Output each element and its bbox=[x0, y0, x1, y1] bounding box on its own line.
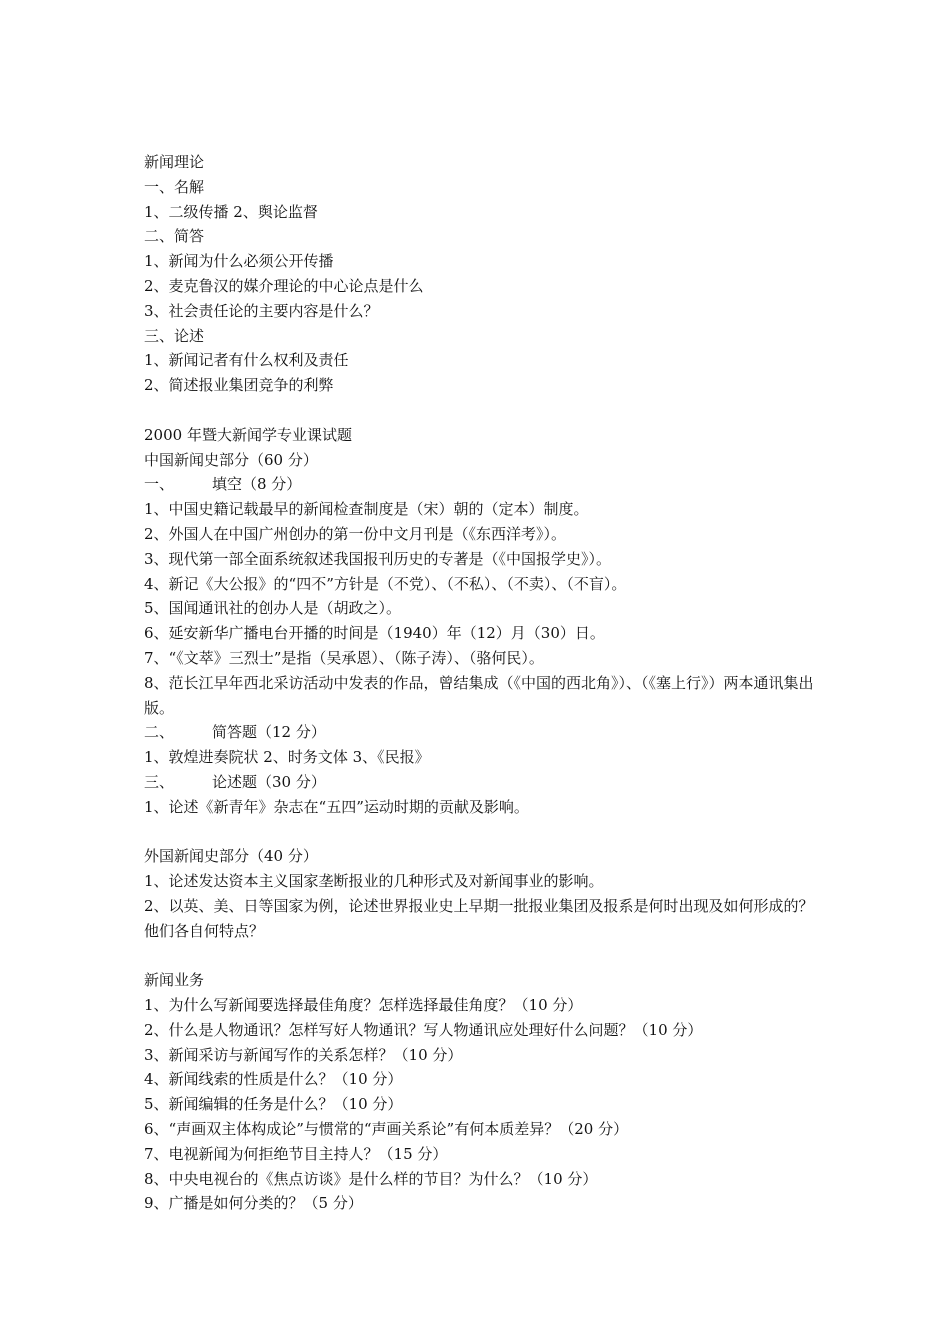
text-line: 二、简答 bbox=[144, 227, 205, 246]
text-line: 6、“声画双主体构成论”与惯常的“声画关系论”有何本质差异？（20 分） bbox=[144, 1120, 629, 1139]
blank-line bbox=[144, 820, 814, 845]
text-line: 1、新闻记者有什么权利及责任 bbox=[144, 351, 349, 370]
blank-line bbox=[144, 944, 814, 969]
section-theory bbox=[144, 150, 814, 398]
text-line: 4、新记《大公报》的“四不”方针是（不党）、（不私）、（不卖）、（不盲）。 bbox=[144, 574, 627, 593]
text-line: 1、敦煌进奏院状 2、时务文体 3、《民报》 bbox=[144, 748, 430, 767]
text-line: 3、社会责任论的主要内容是什么？ bbox=[144, 301, 379, 320]
section-heading: 新闻理论 bbox=[144, 153, 205, 171]
subsection-title: 论述题（30 分） bbox=[212, 772, 326, 791]
subsection-number: 一、 bbox=[144, 475, 175, 494]
subsection-number: 三、 bbox=[144, 772, 175, 791]
subsection-title: 填空（8 分） bbox=[212, 475, 302, 494]
text-line: 8、中央电视台的《焦点访谈》是什么样的节目？为什么？（10 分） bbox=[144, 1169, 598, 1188]
section-foreign-history bbox=[144, 844, 814, 943]
text-line: 1、新闻为什么必须公开传播 bbox=[144, 252, 334, 271]
text-line: 5、国闻通讯社的创办人是（胡政之）。 bbox=[144, 599, 402, 618]
text-line: 2、简述报业集团竞争的利弊 bbox=[144, 376, 334, 395]
text-line: 2、麦克鲁汉的媒介理论的中心论点是什么 bbox=[144, 276, 424, 295]
text-line: 一、名解 bbox=[144, 177, 205, 196]
text-paragraph: 8、范长江早年西北采访活动中发表的作品，曾结集成（《中国的西北角》）、（《塞上行》）两本通讯集出版。 bbox=[144, 673, 814, 717]
text-line: 9、广播是如何分类的？（5 分） bbox=[144, 1194, 363, 1213]
text-line: 1、二级传播 2、舆论监督 bbox=[144, 202, 318, 221]
subsection-number: 二、 bbox=[144, 723, 175, 742]
subsection-heading bbox=[144, 720, 814, 745]
section-heading: 2000 年暨大新闻学专业课试题 bbox=[144, 425, 352, 444]
subsection-heading bbox=[144, 472, 814, 497]
text-line: 1、中国史籍记载最早的新闻检查制度是（宋）朝的（定本）制度。 bbox=[144, 500, 589, 519]
text-line: 1、为什么写新闻要选择最佳角度？怎样选择最佳角度？（10 分） bbox=[144, 996, 583, 1015]
text-line: 2、什么是人物通讯？怎样写好人物通讯？写人物通讯应处理好什么问题？（10 分） bbox=[144, 1020, 703, 1039]
text-line: 3、现代第一部全面系统叙述我国报刊历史的专著是（《中国报学史》）。 bbox=[144, 549, 612, 568]
section-chinese-history bbox=[144, 423, 814, 820]
text-line: 4、新闻线索的性质是什么？（10 分） bbox=[144, 1070, 403, 1089]
text-line: 1、论述发达资本主义国家垄断报业的几种形式及对新闻事业的影响。 bbox=[144, 872, 604, 891]
document-body bbox=[144, 150, 814, 1216]
text-line: 7、电视新闻为何拒绝节目主持人？（15 分） bbox=[144, 1144, 448, 1163]
text-line: 3、新闻采访与新闻写作的关系怎样？（10 分） bbox=[144, 1045, 463, 1064]
text-line: 7、“《文萃》三烈士”是指（吴承恩）、（陈子涛）、（骆何民）。 bbox=[144, 648, 544, 667]
section-news-practice bbox=[144, 968, 814, 1216]
text-paragraph: 2、以英、美、日等国家为例，论述世界报业史上早期一批报业集团及报系是何时出现及如何形成的？他们各自何特点？ bbox=[144, 896, 814, 940]
blank-line bbox=[144, 398, 814, 423]
subsection-title: 简答题（12 分） bbox=[212, 723, 326, 742]
text-line: 5、新闻编辑的任务是什么？（10 分） bbox=[144, 1095, 403, 1114]
text-line: 2、外国人在中国广州创办的第一份中文月刊是（《东西洋考》）。 bbox=[144, 524, 567, 543]
text-line: 6、延安新华广播电台开播的时间是（1940）年（12）月（30）日。 bbox=[144, 624, 605, 643]
text-line: 三、论述 bbox=[144, 326, 205, 345]
text-line: 1、论述《新青年》杂志在“五四”运动时期的贡献及影响。 bbox=[144, 797, 529, 816]
section-heading: 外国新闻史部分（40 分） bbox=[144, 847, 318, 866]
text-line: 中国新闻史部分（60 分） bbox=[144, 450, 318, 469]
subsection-heading bbox=[144, 770, 814, 795]
section-heading: 新闻业务 bbox=[144, 971, 205, 990]
